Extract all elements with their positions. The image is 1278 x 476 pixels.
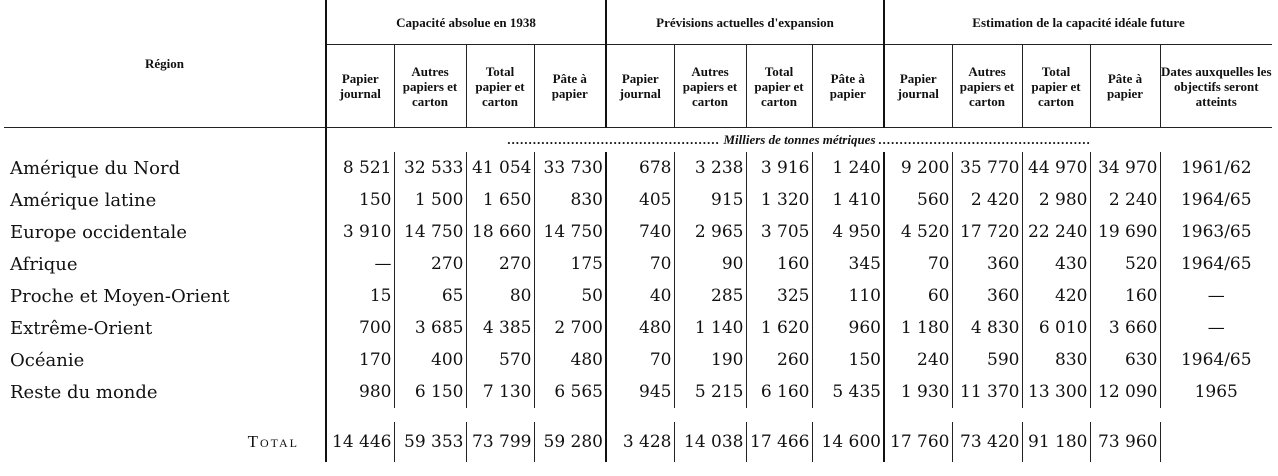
target-date: 1964/65 [1180,254,1252,274]
table-row [4,344,1272,376]
value-cell: 190 [674,344,746,376]
value-cell: 270 [466,248,534,280]
units-row: .................................................. Milliers de tonnes métriques .................................................. [326,128,1272,153]
value-cell: 700 [326,312,394,344]
value-cell: 960 [812,312,884,344]
col-total: Total papier et carton [466,45,534,128]
value-cell: 1 500 [394,184,466,216]
total-value-cell: 59 280 [534,422,606,462]
value-cell: 22 240 [1022,216,1090,248]
value-cell: 110 [812,280,884,312]
value-cell: 590 [952,344,1022,376]
total-value-cell: 73 799 [466,422,534,462]
value-cell: 740 [606,216,674,248]
value-cell: 345 [812,248,884,280]
value-cell: 830 [1022,344,1090,376]
value-cell: 44 970 [1022,152,1090,184]
value-cell: 1 620 [746,312,812,344]
value-cell: 270 [394,248,466,280]
value-cell: 150 [326,184,394,216]
value-cell: 400 [394,344,466,376]
value-cell: 32 533 [394,152,466,184]
col-pate: Pâte à papier [1090,45,1160,128]
table-row [4,152,1272,184]
value-cell: 3 660 [1090,312,1160,344]
value-cell: 4 830 [952,312,1022,344]
value-cell: 8 521 [326,152,394,184]
target-date: — [1207,286,1225,306]
value-cell: 35 770 [952,152,1022,184]
table-row [4,376,1272,408]
col-papier-journal: Papier journal [606,45,674,128]
region-name: Proche et Moyen-Orient [10,285,230,307]
value-cell: 65 [394,280,466,312]
col-total: Total papier et carton [1022,45,1090,128]
table-row [4,184,1272,216]
value-cell: 1 140 [674,312,746,344]
total-value-cell: 17 466 [746,422,812,462]
value-cell: 4 385 [466,312,534,344]
target-date: 1965 [1194,382,1238,402]
target-date: 1964/65 [1180,190,1252,210]
region-name: Océanie [10,349,85,371]
value-cell: 60 [884,280,952,312]
value-cell: 3 685 [394,312,466,344]
value-cell: 520 [1090,248,1160,280]
col-autres: Autres papiers et carton [674,45,746,128]
value-cell: 160 [1090,280,1160,312]
target-date: — [1207,318,1225,338]
value-cell: 570 [466,344,534,376]
value-cell: 7 130 [466,376,534,408]
value-cell: 33 730 [534,152,606,184]
total-value-cell: 17 760 [884,422,952,462]
value-cell: 360 [952,248,1022,280]
value-cell: 80 [466,280,534,312]
value-cell: 170 [326,344,394,376]
value-cell: 2 420 [952,184,1022,216]
table-row [4,216,1272,248]
value-cell: 11 370 [952,376,1022,408]
total-value-cell: 91 180 [1022,422,1090,462]
value-cell: 15 [326,280,394,312]
total-value-cell: 14 038 [674,422,746,462]
value-cell: 560 [884,184,952,216]
group-header-1938: Capacité absolue en 1938 [326,0,606,45]
value-cell: 150 [812,344,884,376]
total-value-cell: 14 446 [326,422,394,462]
region-name: Amérique du Nord [10,157,181,179]
total-row [4,422,1272,462]
col-autres: Autres papiers et carton [952,45,1022,128]
value-cell: 1 240 [812,152,884,184]
value-cell: 1 180 [884,312,952,344]
value-cell: 14 750 [394,216,466,248]
value-cell: 240 [884,344,952,376]
value-cell: 360 [952,280,1022,312]
value-cell: 14 750 [534,216,606,248]
value-cell: 6 150 [394,376,466,408]
total-label: Total [247,432,299,451]
total-date [1160,422,1272,462]
value-cell: 4 520 [884,216,952,248]
value-cell: 1 650 [466,184,534,216]
value-cell: 945 [606,376,674,408]
value-cell: 430 [1022,248,1090,280]
value-cell: 285 [674,280,746,312]
value-cell: 19 690 [1090,216,1160,248]
value-cell: 40 [606,280,674,312]
value-cell: 12 090 [1090,376,1160,408]
value-cell: 405 [606,184,674,216]
value-cell: 6 010 [1022,312,1090,344]
value-cell: 3 705 [746,216,812,248]
col-pate: Pâte à papier [812,45,884,128]
units-label: Milliers de tonnes métriques [723,132,876,147]
value-cell: 5 435 [812,376,884,408]
value-cell: 3 238 [674,152,746,184]
value-cell: 41 054 [466,152,534,184]
value-cell: 70 [606,248,674,280]
col-total: Total papier et carton [746,45,812,128]
value-cell: 1 930 [884,376,952,408]
value-cell: 5 215 [674,376,746,408]
value-cell: 70 [884,248,952,280]
value-cell: 90 [674,248,746,280]
col-autres: Autres papiers et carton [394,45,466,128]
region-name: Reste du monde [10,381,158,403]
value-cell: 3 916 [746,152,812,184]
value-cell: 480 [534,344,606,376]
paper-capacity-table [4,0,1272,462]
col-dates: Dates auxquelles les objectifs seront atteints [1160,45,1272,128]
value-cell: 9 200 [884,152,952,184]
col-pate: Pâte à papier [534,45,606,128]
total-value-cell: 3 428 [606,422,674,462]
value-cell: 2 980 [1022,184,1090,216]
region-header: Région [4,0,326,128]
value-cell: 420 [1022,280,1090,312]
value-cell: 480 [606,312,674,344]
region-name: Afrique [10,253,78,275]
table-row [4,280,1272,312]
value-cell: 6 565 [534,376,606,408]
value-cell: 260 [746,344,812,376]
value-cell: 915 [674,184,746,216]
total-value-cell: 59 353 [394,422,466,462]
value-cell: 2 965 [674,216,746,248]
value-cell: 2 240 [1090,184,1160,216]
value-cell: 325 [746,280,812,312]
value-cell: 175 [534,248,606,280]
value-cell: 70 [606,344,674,376]
value-cell: 3 910 [326,216,394,248]
group-header-expansion: Prévisions actuelles d'expansion [606,0,884,45]
value-cell: 4 950 [812,216,884,248]
value-cell: 980 [326,376,394,408]
value-cell: — [326,248,394,280]
target-date: 1961/62 [1180,158,1252,178]
total-value-cell: 73 960 [1090,422,1160,462]
region-name: Extrême-Orient [10,317,153,339]
region-name: Europe occidentale [10,221,187,243]
value-cell: 1 410 [812,184,884,216]
target-date: 1963/65 [1180,222,1252,242]
table-row [4,248,1272,280]
value-cell: 50 [534,280,606,312]
value-cell: 13 300 [1022,376,1090,408]
value-cell: 17 720 [952,216,1022,248]
group-header-future: Estimation de la capacité idéale future [884,0,1272,45]
value-cell: 2 700 [534,312,606,344]
total-value-cell: 73 420 [952,422,1022,462]
col-papier-journal: Papier journal [884,45,952,128]
value-cell: 18 660 [466,216,534,248]
table-row [4,312,1272,344]
value-cell: 160 [746,248,812,280]
value-cell: 830 [534,184,606,216]
total-value-cell: 14 600 [812,422,884,462]
target-date: 1964/65 [1180,350,1252,370]
value-cell: 6 160 [746,376,812,408]
value-cell: 34 970 [1090,152,1160,184]
value-cell: 630 [1090,344,1160,376]
region-name: Amérique latine [10,189,157,211]
value-cell: 1 320 [746,184,812,216]
col-papier-journal: Papier journal [326,45,394,128]
value-cell: 678 [606,152,674,184]
